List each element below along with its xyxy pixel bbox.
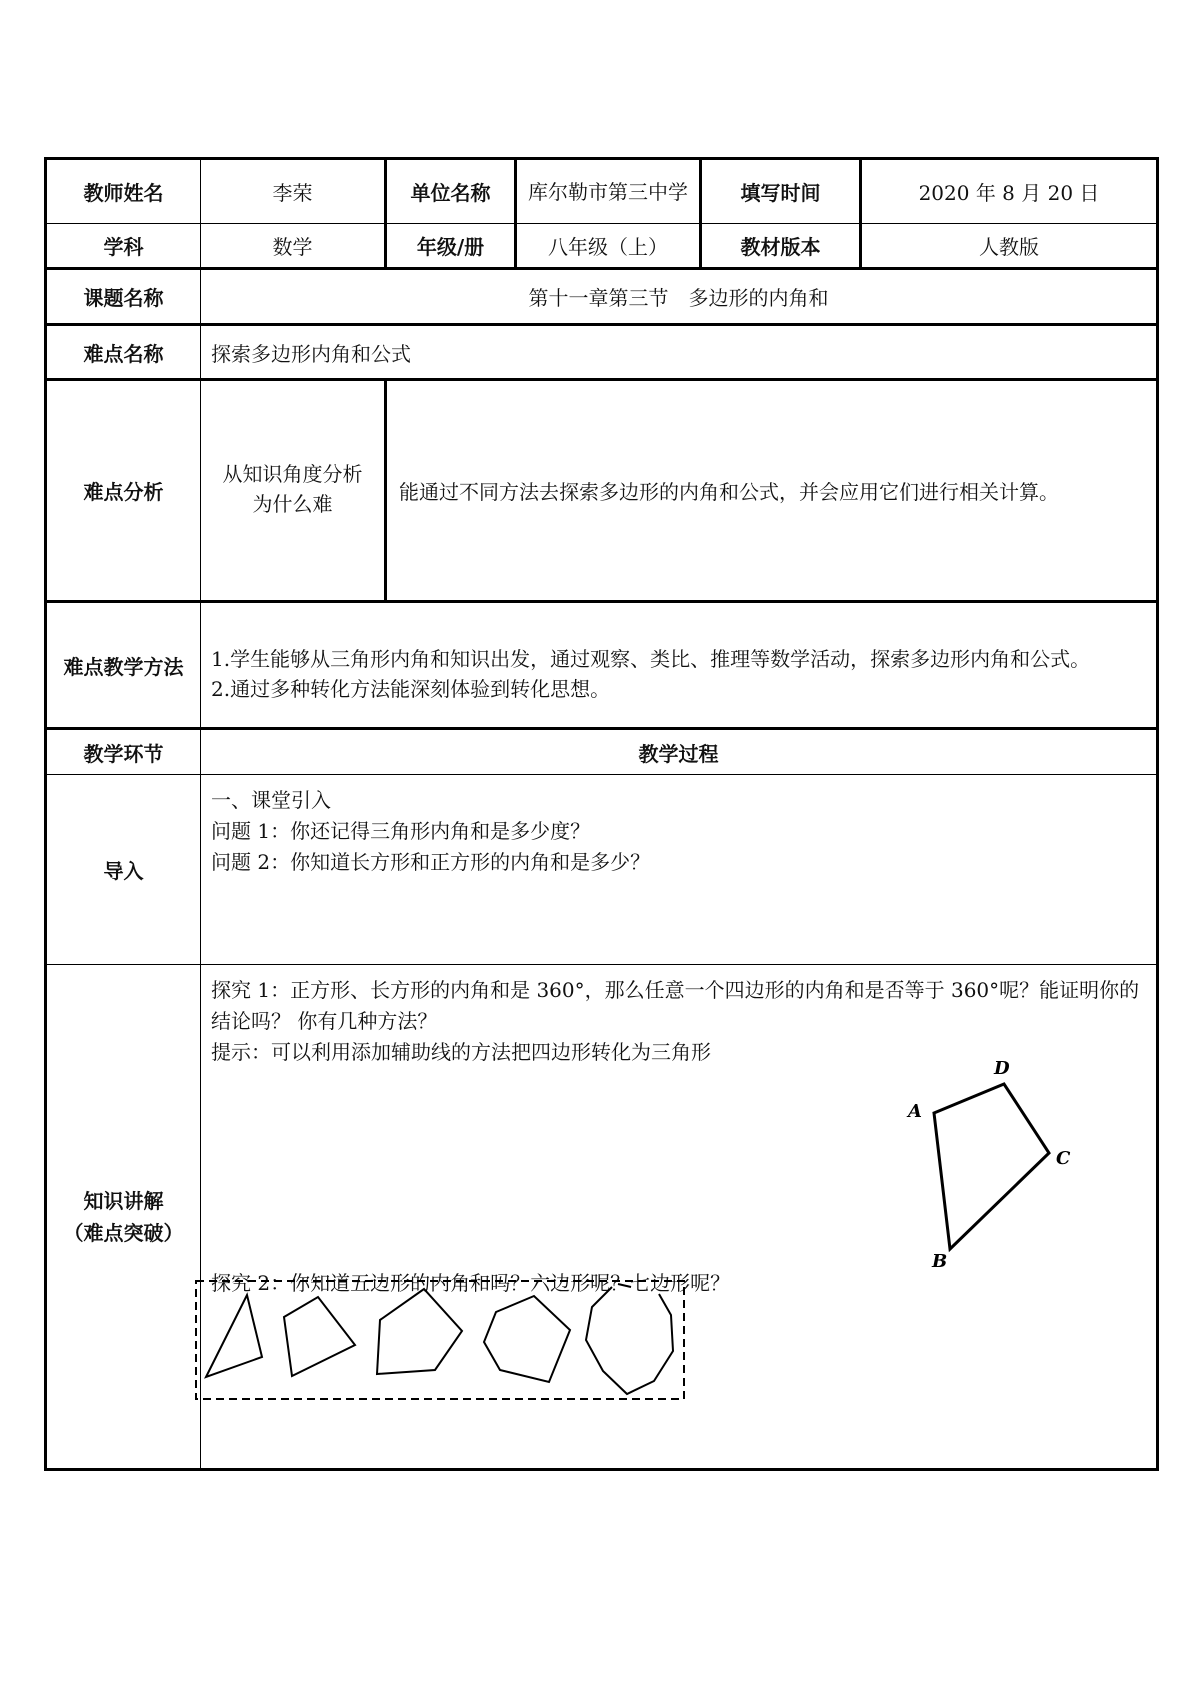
polygon-triangle	[206, 1295, 262, 1377]
lesson-plan-table	[44, 157, 1159, 1471]
unit-name-label: 单位名称	[386, 159, 516, 224]
polygons-figure-box	[194, 1279, 744, 1409]
fill-date-value: 2020 年 8 月 20 日	[861, 159, 1158, 224]
teacher-name-label: 教师姓名	[46, 159, 201, 224]
polygon-pentagon	[377, 1289, 462, 1374]
method-value	[201, 602, 1158, 729]
teacher-name-value: 李荣	[201, 159, 386, 224]
edition-label: 教材版本	[701, 224, 861, 269]
subject-label: 学科	[46, 224, 201, 269]
quadrilateral-abcd-figure	[864, 1052, 1104, 1272]
grade-label: 年级/册	[386, 224, 516, 269]
quadrilateral-shape	[934, 1084, 1049, 1249]
analysis-sub-label: 从知识角度分析为什么难	[201, 380, 386, 602]
vertex-label-c: C	[1056, 1148, 1071, 1169]
row-header-1	[46, 159, 1158, 224]
vertex-label-d: D	[994, 1058, 1010, 1079]
polygon-quadrilateral	[284, 1297, 355, 1376]
knowledge-label	[46, 965, 201, 1470]
hint-text: 提示：可以利用添加辅助线的方法把四边形转化为三角形	[211, 1040, 711, 1064]
lesson-plan-sheet	[44, 157, 1156, 1471]
row-method	[46, 602, 1158, 729]
intro-line-1: 一、课堂引入	[211, 788, 331, 812]
polygon-octagon	[586, 1287, 673, 1394]
topic-value: 第十一章第三节 多边形的内角和	[201, 269, 1158, 325]
row-analysis	[46, 380, 1158, 602]
explore-1-text: 探究 1：正方形、长方形的内角和是 360°，那么任意一个四边形的内角和是否等于 360°呢？能证明你的结论吗？ 你有几种方法？	[211, 978, 1140, 1033]
knowledge-label-line-1: 知识讲解	[83, 1188, 164, 1213]
intro-line-3: 问题 2：你知道长方形和正方形的内角和是多少？	[211, 850, 651, 874]
subject-value: 数学	[201, 224, 386, 269]
row-intro	[46, 775, 1158, 965]
fill-date-label: 填写时间	[701, 159, 861, 224]
row-topic	[46, 269, 1158, 325]
topic-label: 课题名称	[46, 269, 201, 325]
method-line-2: 2.通过多种转化方法能深刻体验到转化思想。	[211, 677, 611, 701]
row-difficulty	[46, 325, 1158, 380]
explore-2-text: 探究 2：你知道五边形的内角和吗？六边形呢？七边形呢？	[211, 1271, 731, 1295]
difficulty-label: 难点名称	[46, 325, 201, 380]
grade-value: 八年级（上）	[516, 224, 701, 269]
row-header-2	[46, 224, 1158, 269]
vertex-label-b: B	[932, 1251, 948, 1272]
stage-header-label: 教学环节	[46, 729, 201, 775]
process-header-label: 教学过程	[201, 729, 1158, 775]
method-label: 难点教学方法	[46, 602, 201, 729]
intro-label: 导入	[46, 775, 201, 965]
difficulty-value: 探索多边形内角和公式	[201, 325, 1158, 380]
method-line-1: 1.学生能够从三角形内角和知识出发，通过观察、类比、推理等数学活动，探索多边形内角和公式。	[211, 647, 1091, 671]
analysis-value: 能通过不同方法去探索多边形的内角和公式，并会应用它们进行相关计算。	[386, 380, 1158, 602]
polygon-octagon-segment	[618, 1284, 631, 1287]
polygon-hexagon	[484, 1296, 570, 1382]
vertex-label-a: A	[908, 1101, 922, 1122]
row-process-header	[46, 729, 1158, 775]
analysis-label: 难点分析	[46, 380, 201, 602]
unit-name-value: 库尔勒市第三中学	[516, 159, 701, 224]
dashed-border	[196, 1281, 684, 1399]
intro-line-2: 问题 1：你还记得三角形内角和是多少度？	[211, 819, 591, 843]
knowledge-label-line-2: （难点突破）	[63, 1220, 184, 1245]
intro-content	[201, 775, 1158, 965]
edition-value: 人教版	[861, 224, 1158, 269]
